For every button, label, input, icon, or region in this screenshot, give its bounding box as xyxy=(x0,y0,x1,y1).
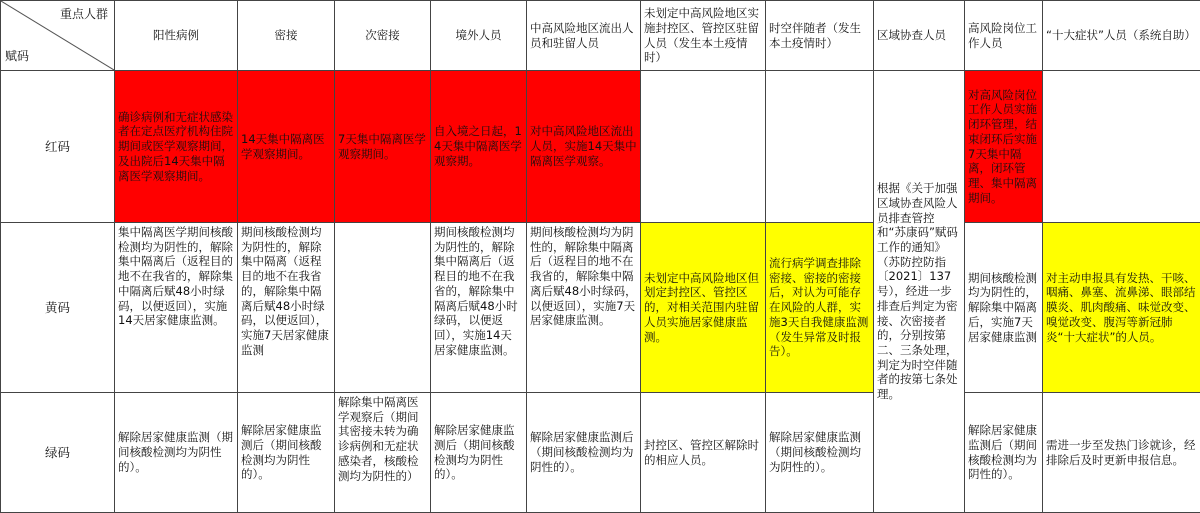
corner-cell xyxy=(1,1,115,71)
row-yellow xyxy=(1,223,1200,393)
cell-yellow-close-contact: 期间核酸检测均为阴性的，解除集中隔离（返程目的地不在我省的，解除集中隔离后赋48小时绿码，以便返回），实施7天居家健康监测 xyxy=(238,223,335,393)
cell-yellow-overseas: 期间核酸检测均为阴性的，解除集中隔离后（返程目的地不在我省的，解除集中隔离后赋48小时绿码，以便返回），实施14天居家健康监测。 xyxy=(431,223,527,393)
row-red xyxy=(1,71,1200,223)
cell-red-close-contact: 14天集中隔离医学观察期间。 xyxy=(238,71,335,223)
cell-yellow-high-risk-job: 期间核酸检测均为阴性的，解除集中隔离后，实施7天居家健康监测 xyxy=(965,223,1043,393)
cell-green-overseas: 解除居家健康监测后（期间核酸检测均为阴性的）。 xyxy=(431,393,527,513)
header-spatiotemporal: 时空伴随者（发生本土疫情时） xyxy=(766,1,874,71)
cell-green-secondary-contact: 解除集中隔离医学观察后（期间其密接未转为确诊病例和无症状感染者，核酸检测均为阴性的） xyxy=(335,393,431,513)
row-label-red: 红码 xyxy=(1,71,115,223)
cell-yellow-symptoms: 对主动申报具有发热、干咳、咽痛、鼻塞、流鼻涕、眼部结膜炎、肌肉酸痛、味觉改变、嗅觉改变、腹泻等新冠肺炎“十大症状”的人员。 xyxy=(1043,223,1200,393)
cell-green-symptoms: 需进一步至发热门诊就诊，经排除后及时更新申报信息。 xyxy=(1043,393,1200,513)
cell-regional-assist: 根据《关于加强区域协查风险人员排查管控和“苏康码”赋码工作的通知》（苏防控防指〔2021〕137号），经进一步排查后判定为密接、次密接者的，分别按第二、三条处理，判定为时空伴随者的按第七条处理。 xyxy=(874,71,965,513)
cell-yellow-spatiotemporal: 流行病学调查排除密接、密接的密接后，对认为可能存在风险的人群，实施3天自我健康监测（发生异常及时报告）。 xyxy=(766,223,874,393)
header-risk-area: 中高风险地区流出人员和驻留人员 xyxy=(527,1,641,71)
cell-green-unzoned: 封控区、管控区解除时的相应人员。 xyxy=(641,393,766,513)
header-row xyxy=(1,1,1200,71)
row-label-yellow: 黄码 xyxy=(1,223,115,393)
cell-yellow-positive: 集中隔离医学期间核酸检测均为阴性的，解除集中隔离后（返程目的地不在我省的，解除集中隔离后赋48小时绿码，以便返回），实施14天居家健康监测。 xyxy=(115,223,238,393)
cell-red-unzoned xyxy=(641,71,766,223)
cell-red-symptoms xyxy=(1043,71,1200,223)
cell-red-secondary-contact: 7天集中隔离医学观察期间。 xyxy=(335,71,431,223)
cell-red-overseas: 自入境之日起，14天集中隔离医学观察期。 xyxy=(431,71,527,223)
header-positive: 阳性病例 xyxy=(115,1,238,71)
header-regional-assist: 区域协查人员 xyxy=(874,1,965,71)
header-unzoned: 未划定中高风险地区实施封控区、管控区驻留人员（发生本土疫情时） xyxy=(641,1,766,71)
header-overseas: 境外人员 xyxy=(431,1,527,71)
cell-green-positive: 解除居家健康监测（期间核酸检测均为阴性的）。 xyxy=(115,393,238,513)
header-symptoms: “十大症状”人员（系统自助） xyxy=(1043,1,1200,71)
header-close-contact: 密接 xyxy=(238,1,335,71)
corner-top-label: 重点人群 xyxy=(60,7,108,22)
cell-yellow-unzoned: 未划定中高风险地区但划定封控区、管控区的，对相关范围内驻留人员实施居家健康监测。 xyxy=(641,223,766,393)
cell-green-risk-area: 解除居家健康监测后（期间核酸检测均为阴性的）。 xyxy=(527,393,641,513)
header-secondary-contact: 次密接 xyxy=(335,1,431,71)
corner-bottom-label: 赋码 xyxy=(5,49,29,64)
cell-yellow-secondary-contact xyxy=(335,223,431,393)
cell-red-risk-area xyxy=(527,71,641,223)
cell-red-positive: 确诊病例和无症状感染者在定点医疗机构住院期间或医学观察期间，及出院后14天集中隔离医学观察期间。 xyxy=(115,71,238,223)
cell-red-spatiotemporal xyxy=(766,71,874,223)
row-green xyxy=(1,393,1200,513)
cell-yellow-risk-area: 期间核酸检测均为阴性的，解除集中隔离后（返程目的地不在我省的，解除集中隔离后赋48小时绿码，以便返回），实施7天居家健康监测。 xyxy=(527,223,641,393)
cell-green-spatiotemporal: 解除居家健康监测（期间核酸检测均为阴性的）。 xyxy=(766,393,874,513)
cell-green-close-contact: 解除居家健康监测后（期间核酸检测均为阴性的）。 xyxy=(238,393,335,513)
header-high-risk-job: 高风险岗位工作人员 xyxy=(965,1,1043,71)
cell-green-high-risk-job: 解除居家健康监测后（期间核酸检测均为阴性的）。 xyxy=(965,393,1043,513)
cell-red-risk-area-text: 对中高风险地区流出人员，实施14天集中隔离医学观察。 xyxy=(530,124,637,167)
cell-red-high-risk-job: 对高风险岗位工作人员实施闭环管理，结束闭环后实施7天集中隔离，闭环管理、集中隔离期间。 xyxy=(965,71,1043,223)
row-label-green: 绿码 xyxy=(1,393,115,513)
